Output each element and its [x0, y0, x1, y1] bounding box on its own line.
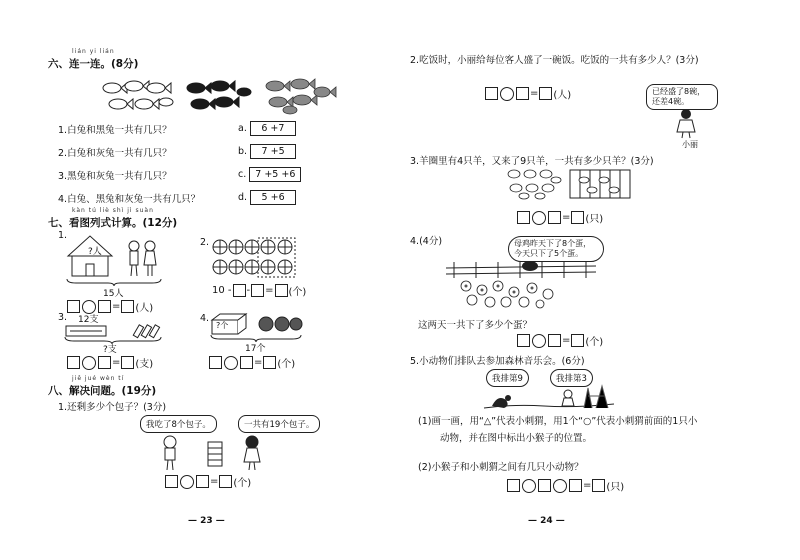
q4-question: 这两天一共下了多少个蛋？ — [418, 320, 533, 331]
answer-box[interactable] — [98, 300, 111, 313]
unit-label: (个) — [277, 359, 296, 370]
answer-box[interactable] — [516, 87, 529, 100]
answer-box[interactable] — [98, 356, 111, 369]
sec8-question-1: 1.还剩多少个包子？(3分) — [58, 402, 167, 413]
sec7-title: 七、看图列式计算。(12分) — [48, 217, 178, 229]
sec7-p4-number: 4. — [200, 313, 210, 324]
total-15: 15人 — [103, 289, 124, 299]
option-d[interactable] — [238, 190, 296, 205]
q5-sub2: (2)小猴子和小刺猬之间有几只小动物？ — [418, 462, 584, 473]
operator-circle[interactable] — [500, 87, 514, 101]
xiaoli-illustration — [672, 108, 702, 138]
q4-text: 4.(4分) — [410, 236, 443, 247]
sec7-p1-number: 1. — [58, 230, 68, 241]
operator-circle[interactable] — [224, 356, 238, 370]
speech-bubble-xiaoli: 已经盛了8碗，还差4碗。 — [646, 84, 718, 110]
sec6-question-4: 4.白兔、黑兔和灰兔一共有几只？ — [58, 194, 201, 205]
option-expression: 7 +5 +6 — [249, 167, 301, 182]
xiaoli-name: 小丽 — [682, 140, 698, 149]
sec6-question-1: 1.白兔和黑兔一共有几只？ — [58, 125, 172, 136]
answer-box[interactable] — [165, 475, 178, 488]
unit-label: (只) — [606, 482, 625, 493]
operator-circle[interactable] — [522, 479, 536, 493]
chicken-yard-illustration — [446, 262, 596, 308]
sec8-title: 八、解决问题。(19分) — [48, 385, 157, 397]
equation-prefix: 10 - — [212, 285, 232, 296]
unit-label: (个) — [288, 287, 307, 298]
answer-box[interactable] — [121, 356, 134, 369]
q5-sub1-line1: (1)画一画，用“△”代表小刺猬，用1个“○”代表小刺猬前面的1只小 — [418, 416, 698, 427]
answer-box[interactable] — [251, 284, 264, 297]
bun-scene-illustration — [160, 432, 280, 472]
sheep-pen-illustration — [504, 166, 634, 200]
equation-1: = (人) — [66, 299, 153, 314]
answer-box[interactable] — [548, 211, 561, 224]
answer-box[interactable] — [67, 356, 80, 369]
q5-sub1-line2: 动物，并在图中标出小猴子的位置。 — [440, 433, 593, 444]
option-letter: a. — [238, 123, 247, 134]
balls-illustration — [212, 238, 296, 278]
brace-1 — [66, 278, 162, 286]
right-page — [400, 0, 800, 560]
answer-box[interactable] — [571, 211, 584, 224]
box-question-label: ?个 — [216, 321, 229, 330]
equation-4: = (个) — [208, 355, 295, 370]
unit-label: (个) — [585, 337, 604, 348]
sec6-question-3: 3.黑兔和灰兔一共有几只？ — [58, 171, 172, 182]
sec7-p2-number: 2. — [200, 237, 210, 248]
operator-circle[interactable] — [180, 475, 194, 489]
equation-2 — [212, 283, 306, 298]
operator-circle[interactable] — [82, 356, 96, 370]
answer-box[interactable] — [275, 284, 288, 297]
total-17: 17个 — [245, 344, 266, 354]
answer-box[interactable] — [538, 479, 551, 492]
answer-box[interactable] — [219, 475, 232, 488]
speech-bubble-ninth: 我排第9 — [486, 369, 529, 387]
page-number-24: — 24 — — [528, 516, 565, 526]
option-expression: 6 +7 — [250, 121, 296, 136]
equation-q3: = (只) — [516, 210, 603, 225]
answer-box[interactable] — [517, 211, 530, 224]
equation-q2: = (人) — [484, 86, 571, 101]
fish-illustration — [100, 78, 350, 116]
answer-box[interactable] — [539, 87, 552, 100]
q3-text: 3.羊圈里有4只羊，又来了9只羊，一共有多少只羊？(3分) — [410, 156, 654, 167]
answer-box[interactable] — [263, 356, 276, 369]
equation-3: = (支) — [66, 355, 153, 370]
minus-sign: - — [246, 285, 251, 296]
sec6-title: 六、连一连。(8分) — [48, 58, 139, 70]
sec8-pinyin: jiě jué wèn tí — [72, 375, 125, 382]
answer-box[interactable] — [592, 479, 605, 492]
option-expression: 5 +6 — [250, 190, 296, 205]
option-expression: 7 +5 — [250, 144, 296, 159]
white-fish-group — [103, 81, 173, 109]
equation-q4: = (个) — [516, 333, 603, 348]
answer-box[interactable] — [548, 334, 561, 347]
answer-box[interactable] — [507, 479, 520, 492]
gray-fish-group — [266, 79, 336, 114]
option-letter: b. — [238, 146, 248, 157]
unit-label: (支) — [135, 359, 154, 370]
sec6-question-2: 2.白兔和灰兔一共有几只？ — [58, 148, 172, 159]
unit-label: (人) — [553, 90, 572, 101]
house-question-label: ?人 — [88, 247, 102, 257]
speech-bubble-total: 一共有19个包子。 — [238, 415, 320, 433]
option-c[interactable] — [238, 167, 301, 182]
answer-box[interactable] — [569, 479, 582, 492]
answer-box[interactable] — [209, 356, 222, 369]
animals-queue-illustration — [484, 384, 614, 410]
pencils-question-label: ?支 — [103, 345, 117, 355]
answer-box[interactable] — [517, 334, 530, 347]
answer-box[interactable] — [485, 87, 498, 100]
option-b[interactable] — [238, 144, 296, 159]
speech-bubble-ate: 我吃了8个包子。 — [140, 415, 217, 433]
equals-sign: = — [265, 285, 274, 296]
unit-label: (人) — [135, 303, 154, 314]
q5-text: 5.小动物们排队去参加森林音乐会。(6分) — [410, 356, 585, 367]
q2-text: 2.吃饭时，小丽给每位客人盛了一碗饭。吃饭的一共有多少人？(3分) — [410, 55, 699, 66]
page-number-23: — 23 — — [188, 516, 225, 526]
answer-box[interactable] — [233, 284, 246, 297]
equation-q5: = (只) — [506, 478, 624, 493]
speech-bubble-hen: 母鸡昨天下了8个蛋，今天只下了5个蛋。 — [508, 236, 604, 262]
operator-circle[interactable] — [532, 334, 546, 348]
black-fish-group — [187, 81, 251, 109]
speech-bubble-third: 我排第3 — [550, 369, 593, 387]
option-letter: d. — [238, 192, 248, 203]
operator-circle[interactable] — [553, 479, 567, 493]
answer-box[interactable] — [571, 334, 584, 347]
option-a[interactable] — [238, 121, 296, 136]
answer-box[interactable] — [121, 300, 134, 313]
equation-sec8-1: = (个) — [164, 474, 251, 489]
sec6-pinyin: lián yi lián — [72, 48, 115, 55]
sec7-pinyin: kàn tú liè shì jì suàn — [72, 207, 154, 214]
answer-box[interactable] — [240, 356, 253, 369]
operator-circle[interactable] — [532, 211, 546, 225]
option-letter: c. — [238, 169, 247, 180]
answer-box[interactable] — [196, 475, 209, 488]
house-illustration — [66, 232, 166, 282]
unit-label: (只) — [585, 214, 604, 225]
unit-label: (个) — [233, 478, 252, 489]
pencils-12-label: 12支 — [78, 315, 99, 325]
sec7-p3-number: 3. — [58, 312, 68, 323]
